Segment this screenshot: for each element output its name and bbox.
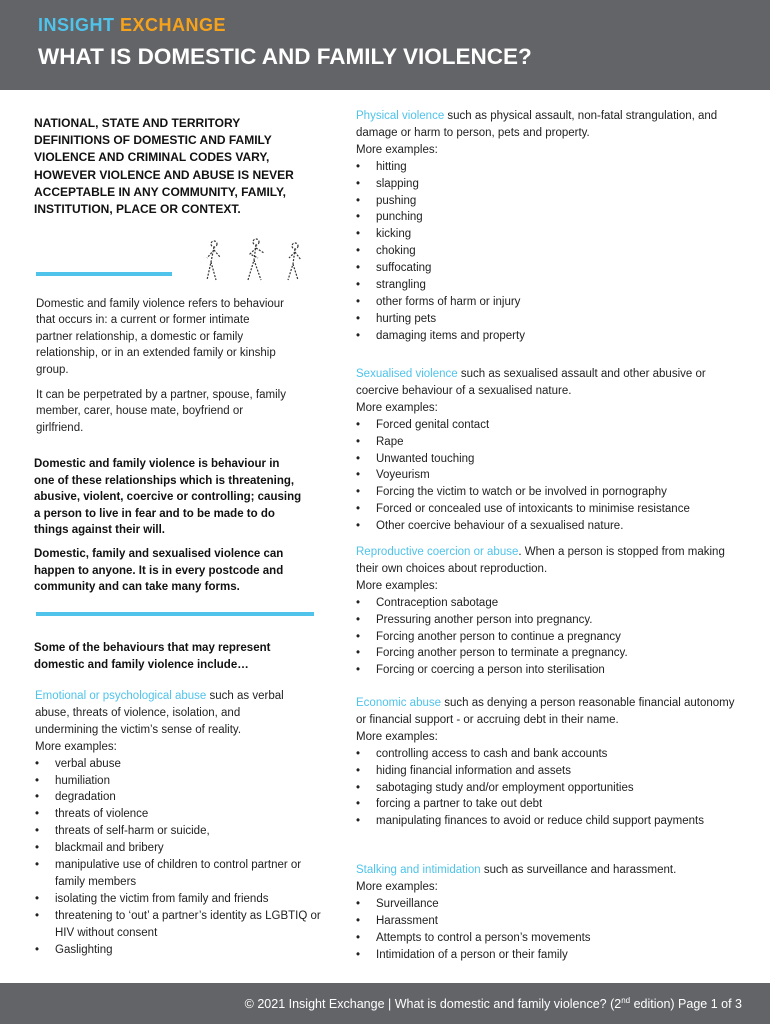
list-item: • manipulating finances to avoid or reduce child support payments bbox=[356, 813, 736, 830]
sexualised-violence-section bbox=[356, 366, 746, 535]
list-item: • sabotaging study and/or employment opportunities bbox=[356, 780, 736, 797]
perpetrator-paragraph bbox=[36, 387, 328, 436]
behaviours-intro bbox=[34, 640, 326, 673]
section-title: Reproductive coercion or abuse bbox=[356, 546, 519, 558]
list-item: • controlling access to cash and bank accounts bbox=[356, 746, 736, 763]
anyone-statement bbox=[34, 546, 326, 596]
list-item: • threats of self-harm or suicide, bbox=[35, 823, 327, 840]
list-item: • Forcing another person to terminate a pregnancy. bbox=[356, 645, 746, 662]
list-item: • Forcing or coercing a person into sterilisation bbox=[356, 662, 746, 679]
economic-abuse-section bbox=[356, 695, 736, 830]
text-line: Domestic and family violence refers to behaviour bbox=[36, 298, 285, 310]
list-item: • Forced genital contact bbox=[356, 417, 746, 434]
section-desc: such as sexualised assault and other abusive or coercive behaviour of a sexualised nature. bbox=[356, 368, 706, 397]
more-examples-label: More examples: bbox=[356, 880, 438, 893]
list-item: • strangling bbox=[356, 277, 734, 294]
section-desc: such as physical assault, non-fatal strangulation, and damage or harm to person, pets and property. bbox=[356, 110, 718, 139]
list-item: • hurting pets bbox=[356, 311, 734, 328]
list-item: • Harassment bbox=[356, 913, 746, 930]
text-line: member, carer, house mate, boyfriend or bbox=[36, 405, 244, 418]
people-figures-icon bbox=[198, 238, 308, 284]
intro-line: DEFINITIONS OF DOMESTIC AND FAMILY bbox=[34, 133, 272, 148]
page-header bbox=[0, 0, 770, 90]
brand-insight: INSIGHT bbox=[38, 15, 115, 35]
section-desc: such as surveillance and harassment. bbox=[480, 864, 677, 876]
text-line: Domestic and family violence is behaviour in bbox=[34, 458, 280, 470]
list-item: • Forced or concealed use of intoxicants to minimise resistance bbox=[356, 501, 746, 518]
list-item: • Surveillance bbox=[356, 896, 746, 913]
list-item: • Unwanted touching bbox=[356, 451, 746, 468]
list-item: • Intimidation of a person or their family bbox=[356, 947, 746, 964]
text-line: one of these relationships which is threatening, bbox=[34, 474, 295, 487]
more-examples-label: More examples: bbox=[356, 401, 438, 414]
list-item: • punching bbox=[356, 209, 734, 226]
section-desc: abuse, threats of violence, isolation, and bbox=[35, 706, 241, 719]
intro-line: NATIONAL, STATE AND TERRITORY bbox=[34, 116, 241, 130]
emotional-abuse-section bbox=[35, 688, 327, 959]
footer-superscript: nd bbox=[621, 996, 631, 1005]
list-item: • Pressuring another person into pregnancy. bbox=[356, 612, 746, 629]
physical-violence-section bbox=[356, 108, 734, 345]
reproductive-coercion-section bbox=[356, 544, 746, 679]
list-item: • damaging items and property bbox=[356, 328, 734, 345]
footer-text-part: © 2021 Insight Exchange | What is domestic and family violence? (2 bbox=[244, 997, 622, 1012]
more-examples-label: More examples: bbox=[356, 730, 438, 743]
list-item: • isolating the victim from family and friends bbox=[35, 891, 327, 908]
intro-line: VIOLENCE AND CRIMINAL CODES VARY, bbox=[34, 150, 270, 165]
section-title: Physical violence bbox=[356, 110, 445, 122]
text-line: abusive, violent, coercive or controlling; causing bbox=[34, 491, 302, 504]
examples-list bbox=[356, 746, 736, 831]
list-item: • degradation bbox=[35, 789, 327, 806]
examples-list bbox=[356, 159, 734, 345]
intro-line: HOWEVER VIOLENCE AND ABUSE IS NEVER bbox=[34, 167, 294, 182]
list-item: • Voyeurism bbox=[356, 467, 746, 484]
section-title: Emotional or psychological abuse bbox=[35, 690, 207, 702]
list-item: • kicking bbox=[356, 226, 734, 243]
list-item: • Attempts to control a person’s movements bbox=[356, 930, 746, 947]
list-item: • humiliation bbox=[35, 773, 327, 790]
section-title: Economic abuse bbox=[356, 697, 442, 709]
intro-line: INSTITUTION, PLACE OR CONTEXT. bbox=[34, 202, 241, 217]
page-title: WHAT IS DOMESTIC AND FAMILY VIOLENCE? bbox=[38, 44, 532, 69]
stalking-intimidation-section bbox=[356, 862, 746, 963]
text-line: partner relationship, a domestic or family bbox=[36, 330, 244, 343]
divider-bar bbox=[36, 612, 314, 616]
list-item: • slapping bbox=[356, 176, 734, 193]
text-line: It can be perpetrated by a partner, spouse, family bbox=[36, 389, 286, 401]
text-line: Domestic, family and sexualised violence can bbox=[34, 548, 284, 560]
behaviour-statement bbox=[34, 456, 326, 539]
text-line: happen to anyone. It is in every postcode and bbox=[34, 564, 284, 577]
list-item: • Gaslighting bbox=[35, 942, 327, 959]
section-desc: such as denying a person reasonable financial autonomy or financial support - or accruing debt in their name. bbox=[356, 697, 735, 726]
examples-list bbox=[356, 896, 746, 964]
text-line: that occurs in: a current or former intimate bbox=[36, 314, 250, 327]
text-line: group. bbox=[36, 363, 69, 376]
section-desc: undermining the victim’s sense of reality. bbox=[35, 723, 242, 736]
list-item: • Other coercive behaviour of a sexualised nature. bbox=[356, 518, 746, 535]
brand-logo bbox=[38, 15, 226, 36]
definition-paragraph bbox=[36, 296, 328, 378]
list-item: • verbal abuse bbox=[35, 756, 327, 773]
text-line: girlfriend. bbox=[36, 421, 84, 434]
list-item: • hiding financial information and assets bbox=[356, 763, 736, 780]
list-item: • choking bbox=[356, 243, 734, 260]
text-line: a person to live in fear and to be made to do bbox=[34, 507, 275, 520]
list-item: • threatening to ‘out’ a partner’s identity as LGBTIQ or HIV without consent bbox=[35, 908, 327, 942]
text-line: domestic and family violence include… bbox=[34, 658, 249, 671]
list-item: • manipulative use of children to control partner or family members bbox=[35, 857, 327, 891]
text-line: things against their will. bbox=[34, 524, 165, 537]
list-item: • Contraception sabotage bbox=[356, 595, 746, 612]
section-title: Stalking and intimidation bbox=[356, 864, 481, 876]
divider-bar bbox=[36, 272, 172, 276]
text-line: Some of the behaviours that may represent bbox=[34, 642, 271, 654]
more-examples-label: More examples: bbox=[356, 579, 438, 592]
footer-text-part: edition) Page 1 of 3 bbox=[630, 997, 742, 1012]
list-item: • forcing a partner to take out debt bbox=[356, 796, 736, 813]
list-item: • hitting bbox=[356, 159, 734, 176]
list-item: • pushing bbox=[356, 193, 734, 210]
list-item: • suffocating bbox=[356, 260, 734, 277]
list-item: • other forms of harm or injury bbox=[356, 294, 734, 311]
page-footer bbox=[0, 983, 770, 1024]
section-title: Sexualised violence bbox=[356, 368, 458, 380]
list-item: • threats of violence bbox=[35, 806, 327, 823]
section-desc: . When a person is stopped from making their own choices about reproduction. bbox=[356, 546, 725, 575]
section-desc: such as verbal bbox=[206, 690, 284, 702]
list-item: • Rape bbox=[356, 434, 746, 451]
more-examples-label: More examples: bbox=[35, 740, 117, 753]
intro-line: ACCEPTABLE IN ANY COMMUNITY, FAMILY, bbox=[34, 184, 287, 199]
text-line: community and can take many forms. bbox=[34, 581, 240, 594]
examples-list bbox=[356, 417, 746, 535]
left-column bbox=[34, 115, 326, 218]
more-examples-label: More examples: bbox=[356, 143, 438, 156]
intro-statement bbox=[34, 115, 326, 218]
list-item: • blackmail and bribery bbox=[35, 840, 327, 857]
list-item: • Forcing the victim to watch or be involved in pornography bbox=[356, 484, 746, 501]
text-line: relationship, or in an extended family or kinship bbox=[36, 347, 276, 360]
examples-list bbox=[35, 756, 327, 959]
brand-exchange: EXCHANGE bbox=[120, 15, 227, 35]
list-item: • Forcing another person to continue a pregnancy bbox=[356, 629, 746, 646]
footer-text bbox=[245, 996, 742, 1011]
examples-list bbox=[356, 595, 746, 680]
